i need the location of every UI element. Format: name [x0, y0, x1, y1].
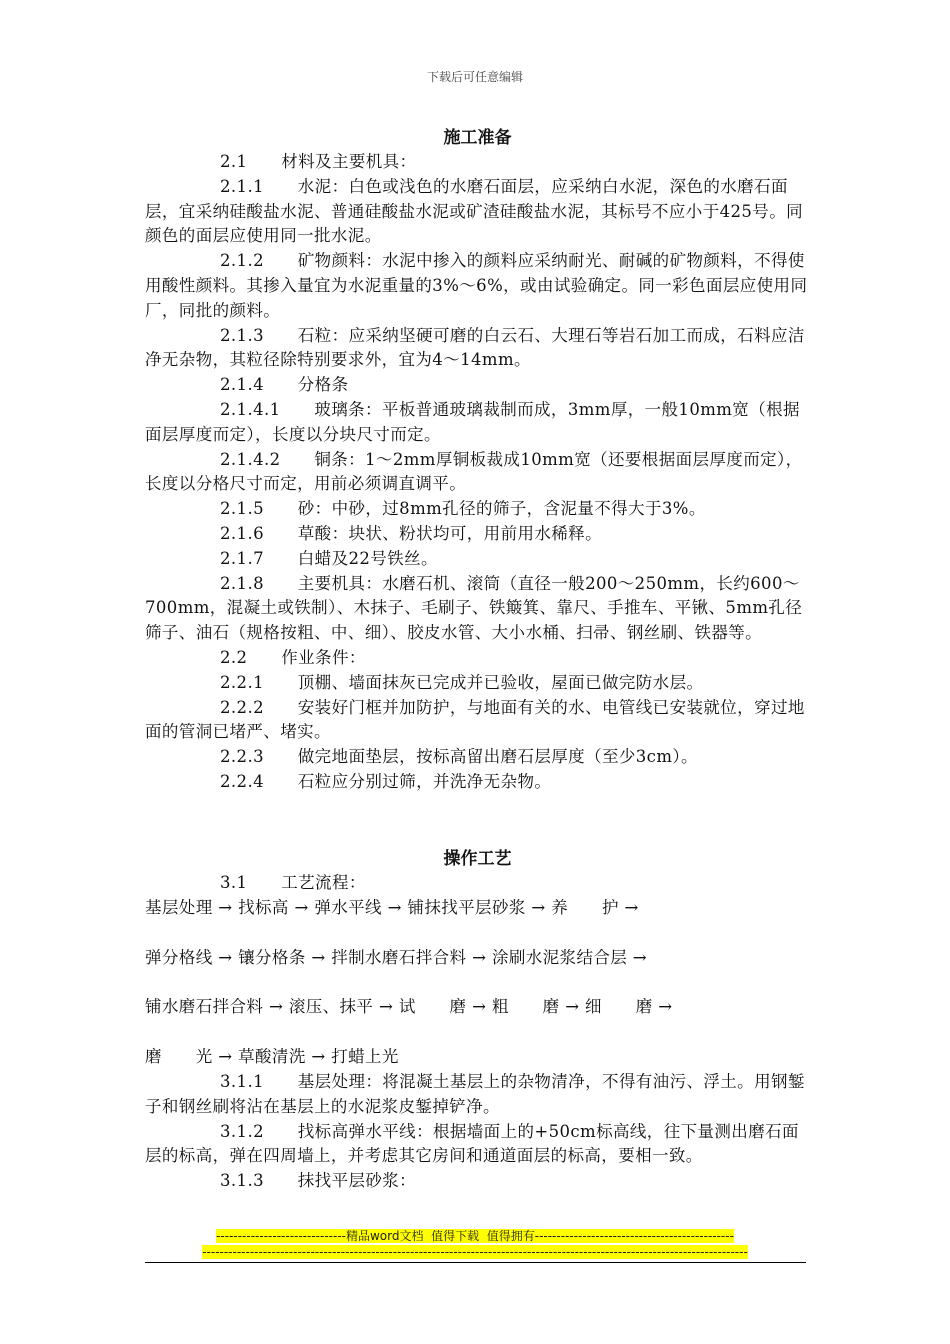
paragraph: 2.2.4 石粒应分别过筛，并洗净无杂物。: [220, 771, 552, 791]
paragraph: 2.1.4.1 玻璃条：平板普通玻璃裁制而成，3mm厚，一般10mm宽（根据面层厚度而定），长度以分块尺寸而定。: [145, 399, 800, 444]
footer-banner-line: [0, 1229, 950, 1244]
process-flow-line: 弹分格线 → 镶分格条 → 拌制水磨石拌合料 → 涂刷水泥浆结合层 →: [145, 947, 648, 967]
paragraph: 3.1.1 基层处理：将混凝土基层上的杂物清净，不得有油污、浮土。用钢錾子和钢丝刷将沾在基层上的水泥浆皮錾掉铲净。: [145, 1071, 805, 1116]
section-heading: 施工准备: [443, 128, 512, 148]
paragraph: 2.1.7 白蜡及22号铁丝。: [220, 548, 438, 568]
paragraph: 2.2.3 做完地面垫层，按标高留出磨石层厚度（至少3cm）。: [220, 747, 698, 767]
paragraph: 2.1 材料及主要机具：: [220, 152, 417, 171]
footer-banner-text: ------------------------------精品word文档 值得下载 值得拥有----------------------------------------------: [216, 1229, 734, 1243]
paragraph: 2.1.4 分格条: [220, 375, 349, 395]
paragraph: 3.1.2 找标高弹水平线：根据墙面上的+50cm标高线，往下量测出磨石面层的标高，弹在四周墙上，并考虑其它房间和通道面层的标高，要相一致。: [145, 1121, 799, 1166]
footer-divider: [145, 1262, 806, 1263]
section-construction-preparation: [145, 126, 815, 795]
paragraph: 2.1.5 砂：中砂，过8mm孔径的筛子，含泥量不得大于3%。: [220, 499, 706, 519]
process-flow-line: 磨 光 → 草酸清洗 → 打蜡上光: [145, 1047, 399, 1067]
paragraph: 2.1.6 草酸：块状、粉状均可，用前用水稀释。: [220, 523, 602, 543]
paragraph: 2.2 作业条件：: [220, 647, 366, 667]
paragraph: 2.2.1 顶棚、墙面抹灰已完成并已验收，屋面已做完防水层。: [220, 672, 704, 692]
paragraph: 2.2.2 安装好门框并加防护，与地面有关的水、电管线已安装就位，穿过地面的管洞已堵严、堵实。: [145, 697, 805, 742]
footer-banner-line: [0, 1245, 950, 1260]
paragraph: 3.1.3 抹找平层砂浆：: [220, 1171, 417, 1191]
page-header-note: 下载后可任意编辑: [426, 70, 523, 84]
paragraph: 2.1.8 主要机具：水磨石机、滚筒（直径一般200～250mm，长约600～700mm，混凝土或铁制）、木抹子、毛刷子、铁簸箕、靠尺、手推车、平锹、5mm孔径筛子、油石（规格按粗、中、细）、胶皮水管、大小水桶、扫帚、钢丝刷、铁器等。: [145, 573, 803, 643]
paragraph: 2.1.3 石粒：应采纳坚硬可磨的白云石、大理石等岩石加工而成，石料应洁净无杂物，其粒径除特别要求外，宜为4～14mm。: [145, 325, 805, 370]
section-heading: 操作工艺: [443, 849, 512, 869]
process-flow-line: 铺水磨石拌合料 → 滚压、抹平 → 试 磨 → 粗 磨 → 细 磨 →: [145, 997, 673, 1017]
paragraph: 2.1.2 矿物颜料：水泥中掺入的颜料应采纳耐光、耐碱的矿物颜料，不得使用酸性颜料。其掺入量宜为水泥重量的3%～6%，或由试验确定。同一彩色面层应使用同厂，同批的颜料。: [145, 251, 808, 320]
paragraph: 2.1.4.2 铜条：1～2mm厚铜板裁成10mm宽（还要根据面层厚度而定），长度以分格尺寸而定，用前必须调直调平。: [145, 449, 803, 494]
process-flow-line: 基层处理 → 找标高 → 弹水平线 → 铺抹找平层砂浆 → 养 护 →: [145, 897, 639, 917]
footer-banner-dashes: ------------------------------------------------------------------------------------------------------------------------------: [202, 1245, 748, 1259]
section-operation-process: [145, 847, 815, 1194]
paragraph: 3.1 工艺流程：: [220, 873, 366, 892]
paragraph: 2.1.1 水泥：白色或浅色的水磨石面层，应采纳白水泥，深色的水磨石面层，宜采纳硅酸盐水泥、普通硅酸盐水泥或矿渣硅酸盐水泥，其标号不应小于425号。同颜色的面层应使用同一批水泥。: [145, 176, 803, 246]
